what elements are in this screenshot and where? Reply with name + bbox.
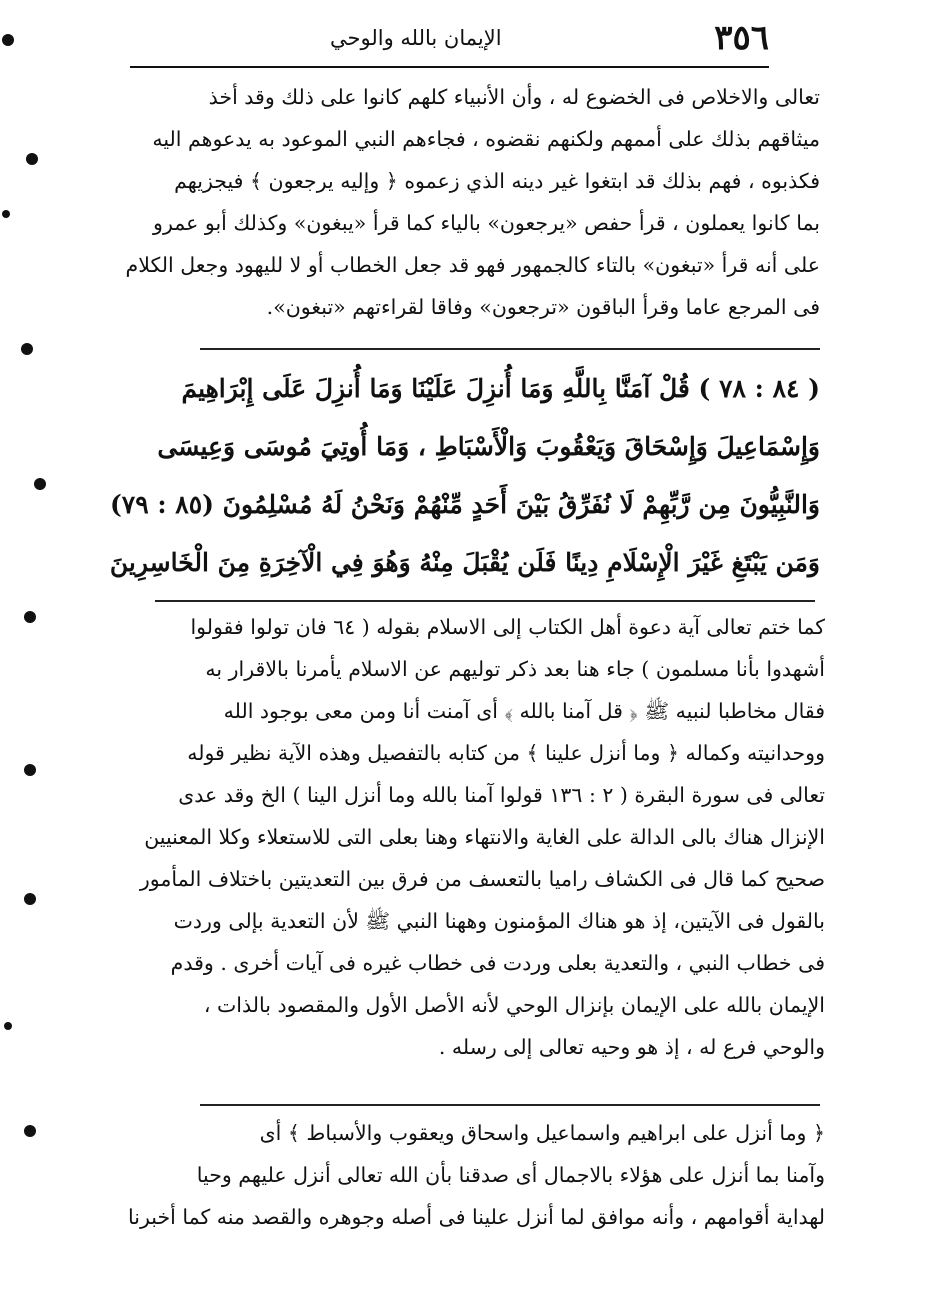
verse-line: وَمَن يَبْتَغِ غَيْرَ الْإِسْلَامِ دِينًا فَلَن يُقْبَلَ مِنْهُ وَهُوَ فِي الْآخِرَةِ مِنَ الْخَاسِرِينَ bbox=[109, 548, 820, 577]
scan-dot-icon bbox=[26, 153, 38, 165]
verse-line: وَإِسْمَاعِيلَ وَإِسْحَاقَ وَيَعْقُوبَ وَالْأَسْبَاطِ ، وَمَا أُوتِيَ مُوسَى وَعِيسَى bbox=[157, 432, 820, 461]
text-line: كما ختم تعالى آية دعوة أهل الكتاب إلى الاسلام بقوله ( ٦٤ فان تولوا فقولوا bbox=[190, 615, 825, 639]
verse-line: وَالنَّبِيُّونَ مِن رَّبِّهِمْ لَا نُفَرِّقُ بَيْنَ أَحَدٍ مِّنْهُمْ وَنَحْنُ لَهُ مُسْلِمُونَ (٨٥ : ٧٩) bbox=[109, 490, 820, 519]
scan-dot-icon bbox=[24, 893, 36, 905]
page-number: ٣٥٦ bbox=[714, 18, 769, 58]
text-line: تعالى فى سورة البقرة ( ٢ : ١٣٦ قولوا آمنا بالله وما أنزل الينا ) الخ وقد عدى bbox=[178, 783, 825, 807]
section-divider bbox=[155, 600, 815, 602]
text-line: ميثاقهم بذلك على أممهم ولكنهم نقضوه ، فجاءهم النبي الموعود به يدعوهم اليه bbox=[152, 127, 820, 151]
commentary-paragraph-1 bbox=[115, 76, 820, 328]
scan-dot-icon bbox=[24, 611, 36, 623]
page-header bbox=[130, 18, 769, 68]
text-line: بالقول فى الآيتين، إذ هو هناك المؤمنون وههنا النبي ﷺ لأن التعدية بإلى وردت bbox=[173, 909, 825, 933]
text-line: وآمنا بما أنزل على هؤلاء بالاجمال أى صدقنا بأن الله تعالى أنزل عليهم وحيا bbox=[196, 1163, 825, 1187]
scan-dot-icon bbox=[4, 1022, 12, 1030]
text-line: أشهدوا بأنا مسلمون ) جاء هنا بعد ذكر توليهم عن الاسلام يأمرنا بالاقرار به bbox=[205, 657, 825, 681]
scan-dot-icon bbox=[24, 764, 36, 776]
text-line: لهداية أقوامهم ، وأنه موافق لما أنزل علينا فى أصله وجوهره والقصد منه كما أخبرنا bbox=[128, 1205, 825, 1229]
text-line: فى المرجع عاما وقرأ الباقون «ترجعون» وفاقا لقراءتهم «تبغون». bbox=[266, 295, 820, 319]
text-line: الإنزال هناك بالى الدالة على الغاية والانتهاء وهنا بعلى التى للاستعلاء وكلا المعنيين bbox=[144, 825, 825, 849]
scan-dot-icon bbox=[34, 478, 46, 490]
verse-line: ( ٨٤ : ٧٨ ) قُلْ آمَنَّا بِاللَّهِ وَمَا أُنزِلَ عَلَيْنَا وَمَا أُنزِلَ عَلَى إِبْرَاهِيمَ bbox=[181, 374, 820, 403]
text-line: الإيمان بالله على الإيمان بإنزال الوحي لأنه الأصل الأول والمقصود بالذات ، bbox=[203, 993, 825, 1017]
text-line: تعالى والاخلاص فى الخضوع له ، وأن الأنبياء كلهم كانوا على ذلك وقد أخذ bbox=[208, 85, 820, 109]
text-line: والوحي فرع له ، إذ هو وحيه تعالى إلى رسله . bbox=[438, 1035, 825, 1059]
text-line: على أنه قرأ «تبغون» بالتاء كالجمهور فهو قد جعل الخطاب أو لا لليهود وجعل الكلام bbox=[125, 253, 820, 277]
text-line: فى خطاب النبي ، والتعدية بعلى وردت فى خطاب غيره فى آيات أخرى . وقدم bbox=[170, 951, 825, 975]
running-title: الإيمان بالله والوحي bbox=[330, 26, 502, 50]
text-line: صحيح كما قال فى الكشاف راميا بالتعسف من فرق بين التعديتين باختلاف المأمور bbox=[139, 867, 825, 891]
text-line: فكذبوه ، فهم بذلك قد ابتغوا غير دينه الذي زعموه ﴿ وإليه يرجعون ﴾ فيجزيهم bbox=[174, 169, 820, 193]
scan-dot-icon bbox=[24, 1125, 36, 1137]
scan-dot-icon bbox=[2, 34, 14, 46]
text-line: بما كانوا يعملون ، قرأ حفص «يرجعون» بالياء كما قرأ «يبغون» وكذلك أبو عمرو bbox=[153, 211, 820, 235]
scan-dot-icon bbox=[21, 343, 33, 355]
scan-dot-icon bbox=[2, 210, 10, 218]
section-divider bbox=[200, 1104, 820, 1106]
text-line: ووحدانيته وكماله ﴿ وما أنزل علينا ﴾ من كتابه بالتفصيل وهذه الآية نظير قوله bbox=[187, 741, 825, 765]
section-divider bbox=[200, 348, 820, 350]
commentary-paragraph-2 bbox=[105, 606, 825, 1068]
text-line: فقال مخاطبا لنبيه ﷺ ﴿ قل آمنا بالله ﴾ أى آمنت أنا ومن معى بوجود الله bbox=[223, 699, 825, 723]
text-line: ﴿ وما أنزل على ابراهيم واسماعيل واسحاق ويعقوب والأسباط ﴾ أى bbox=[259, 1121, 825, 1145]
commentary-paragraph-3 bbox=[100, 1112, 825, 1238]
quran-verses bbox=[109, 360, 820, 592]
